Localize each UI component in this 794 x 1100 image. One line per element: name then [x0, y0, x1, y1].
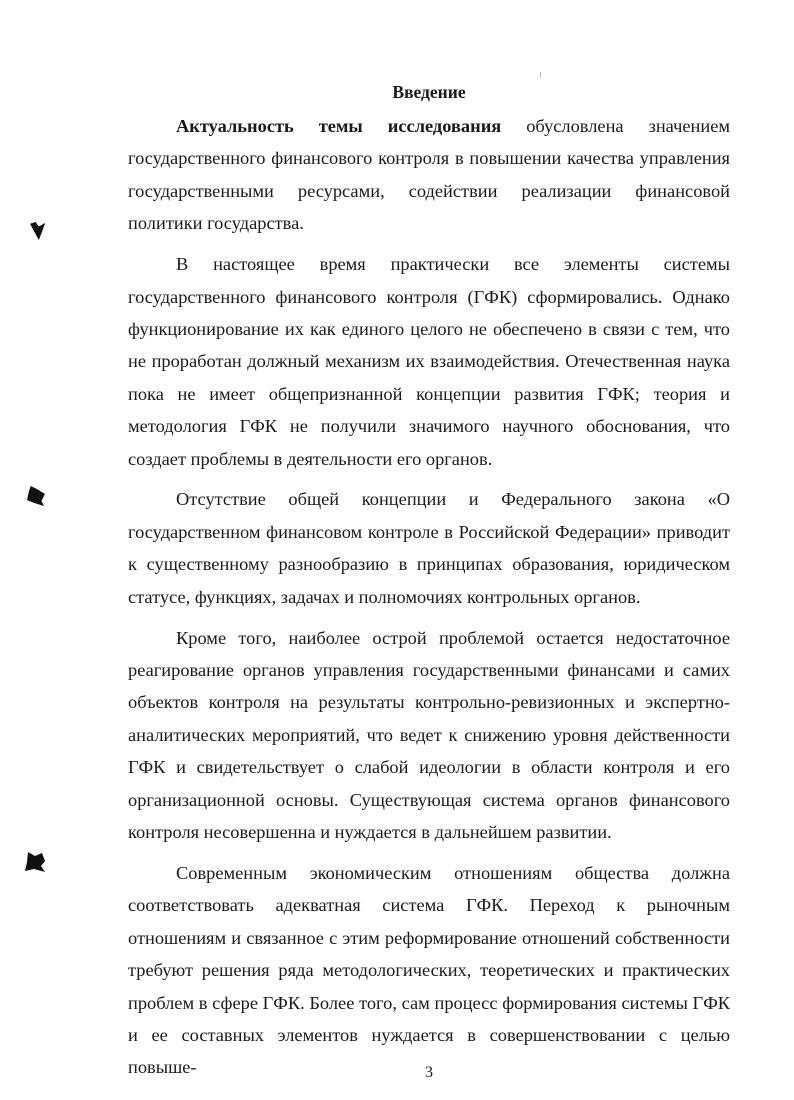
paragraph-2 — [128, 248, 730, 475]
scan-speck — [540, 72, 541, 78]
paragraph-5 — [128, 857, 730, 1084]
paragraph-5-text: Современным экономическим отношениям общества должна соответствовать адекватная система ГФК. Переход к рыночным отношениям и связанное с этим реформирование отношений собственности требуют решения ряда методологических, теоретических и практических проблем в сфере ГФК. Более того, сам процесс формирования системы ГФК и ее составных элементов нуждается в совершенствовании с целью повыше- — [128, 862, 730, 1078]
paragraph-4-text: Кроме того, наиболее острой проблемой остается недостаточное реагирование органов управления государственными финансами и самих объектов контроля на результаты контрольно-ревизионных и экспертно-аналитических мероприятий, что ведет к снижению уровня действенности ГФК и свидетельствует о слабой идеологии в области контроля и его организационной основы. Существующая система органов финансового контроля несовершенна и нуждается в дальнейшем развитии. — [128, 627, 730, 843]
paragraph-1-text: обусловлена значением государственного финансового контроля в повышении качества управления государственными ресурсами, содействии реализации финансовой политики государства. — [128, 116, 730, 234]
paragraph-2-text: В настоящее время практически все элементы системы государственного финансового контроля (ГФК) сформировались. Однако функционирование их как единого целого не обеспечено в связи с тем, что не проработан должный механизм их взаимодействия. Отечественная наука пока не имеет общепризнанной концепции развития ГФК; теория и методология ГФК не получили значимого научного обоснования, что создает проблемы в деятельности его органов. — [128, 254, 730, 469]
paragraph-3-text: Отсутствие общей концепции и Федерального закона «О государственном финансовом контроле в Российской Федерации» приводит к существенному разнообразию в принципах образования, юридическом статусе, функциях, задачах и полномочиях контрольных органов. — [128, 489, 730, 607]
body-text — [128, 110, 730, 1092]
binder-hole-mark-icon — [25, 852, 45, 872]
paragraph-1 — [128, 110, 730, 240]
paragraph-4 — [128, 622, 730, 849]
paragraph-3 — [128, 483, 730, 613]
binder-hole-mark-icon — [30, 222, 46, 240]
paragraph-1-lead: Актуальность темы исследования — [176, 116, 502, 136]
binder-hole-mark-icon — [27, 486, 45, 506]
page-number: 3 — [425, 1064, 433, 1081]
section-heading: Введение — [392, 82, 466, 102]
